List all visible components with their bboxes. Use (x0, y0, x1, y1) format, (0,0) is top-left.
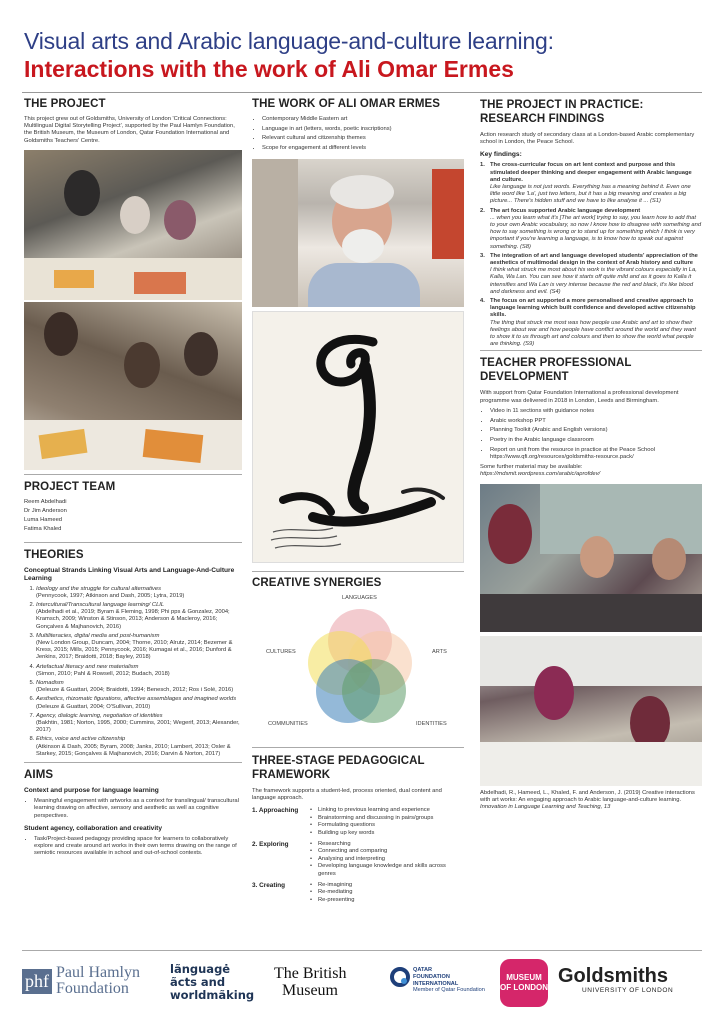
stage-item: • Linking to previous learning and experience (310, 807, 464, 815)
tpd-bullet: • Planning Toolkit (Arabic and English versions) (490, 427, 702, 434)
classroom-photo-1 (24, 150, 242, 300)
stage-item: • Researching (310, 841, 464, 849)
finding-number: 4. (480, 298, 485, 305)
project-heading: THE PROJECT (24, 98, 106, 110)
stage-item: • Re-mediating (310, 889, 464, 897)
stage-name: 1. Approaching (252, 807, 299, 815)
theory-refs: (Pennycook, 1997; Atkinson and Dash, 2005; Lytra, 2019) (36, 592, 185, 599)
team-heading: PROJECT TEAM (24, 480, 116, 493)
bm-line-1: The British (274, 965, 347, 982)
venn-label-languages: LANGUAGES (342, 594, 377, 601)
finding-title: The cross-curricular focus on art lent context and purpose and this stimulated deeper thinking and deeper engagement with Arabic language and culture. (490, 162, 692, 183)
divider (24, 762, 242, 763)
findings-intro: Action research study of secondary class at a London-based Arabic complementary school in London, the Peace School. (480, 132, 695, 146)
qfi-icon (390, 967, 410, 987)
finding-item (480, 253, 702, 296)
divider (480, 350, 702, 351)
column-left (24, 98, 242, 860)
work-heading: THE WORK OF ALI OMAR ERMES (252, 98, 441, 110)
column-right (480, 98, 702, 811)
aims-heading: AIMS (24, 769, 54, 782)
key-findings-label: Key findings: (480, 151, 522, 159)
project-text: This project grew out of Goldsmiths, University of London 'Critical Connections: Multilingual Digital Storytelling Project', supported by the Paul Hamlyn Foundation, the British Museum, the Museum of London, Qatar Foundation International and Goldsmiths Teachers' Centre. (24, 116, 235, 144)
qfi-logo (390, 967, 485, 994)
theory-title: Artefactual literacy and new materialism (36, 663, 139, 670)
venn-label-communities: COMMUNITIES (268, 720, 308, 727)
finding-item (480, 162, 702, 205)
theory-title: Ideology and the struggle for cultural alternatives (36, 585, 162, 592)
sponsor-logos (22, 950, 702, 1021)
law-line-3: worldmãking (170, 988, 255, 1002)
citation-text (480, 790, 702, 812)
divider (252, 571, 464, 572)
theory-item (36, 713, 242, 735)
theory-refs: (Simon, 2010; Pahl & Rowsell, 2012; Budach, 2018) (36, 670, 170, 677)
stage-item: • Connecting and comparing (310, 848, 464, 856)
stage-item: • Brainstorming and discussing in pairs/groups (310, 815, 464, 823)
theory-refs: (Abdelhadi et al., 2019; Byram & Fleming, 1998; Phi pps & Gonzalez, 2004; Kramsch, 2009; Winston & Stinson, 2013; Anderson & Macleroy, 2016; Gonçalves & Majhanovich, 2016) (36, 609, 230, 630)
theory-item (36, 680, 242, 694)
law-line-1: lãnguagė (170, 962, 231, 976)
mol-line-2: OF LONDON (500, 983, 548, 992)
phf-name-1: Paul Hamlyn (56, 964, 140, 981)
framework-stage (252, 882, 464, 905)
goldsmiths-logo (558, 965, 673, 994)
finding-quote: I think what struck me most about his work is the vibrant colours especially in La, Kalla, Wa Lan. You can see how it starts off quite mild and as it goes to Kalla it intensifies and Wa Lan is very intense because the red and black, it's like blood and darkness and evil. (S4) (490, 267, 697, 295)
finding-item (480, 298, 702, 348)
finding-quote: ... when you learn what it's [The art work] trying to say, you learn how to add that to your own Arabic vocabulary, so now I know how to disagree with something and how to say something is wrong or to stand up for something which I think is very important if you're learning a language, is to know how to speak out against something. (S8) (490, 214, 702, 250)
tpd-bullets (480, 408, 702, 461)
theory-item (36, 602, 242, 631)
citation-journal: Innovation in Language Learning and Teaching, 13 (480, 803, 611, 810)
stage-item: • Re-presenting (310, 897, 464, 905)
goldsmiths-sub: UNIVERSITY OF LONDON (582, 987, 674, 994)
finding-item (480, 208, 702, 251)
divider (24, 474, 242, 475)
framework-intro: The framework supports a student-led, process oriented, dual content and language approach. (252, 787, 442, 802)
finding-title: The art focus supported Arabic language development (490, 207, 641, 214)
theory-title: Nomadism (36, 680, 64, 687)
framework-stage (252, 807, 464, 837)
theory-title: Agency, dialogic learning, negotiation of identities (36, 712, 163, 719)
stage-item: • Analysing and interpreting (310, 856, 464, 864)
aims-sub2: Student agency, collaboration and creativity (24, 824, 163, 832)
divider (252, 747, 464, 748)
work-bullet: • Language in art (letters, words, poetic inscriptions) (262, 126, 464, 133)
finding-number: 2. (480, 207, 485, 214)
framework-heading: THREE-STAGE PEDAGOGICAL FRAMEWORK (252, 754, 425, 781)
law-line-2: ãcts and (170, 975, 226, 989)
phf-logo (22, 965, 140, 997)
finding-title: The focus on art supported a more personalised and creative approach to language learning which built confidence and developed active citizenship skills. (490, 298, 696, 319)
theories-list (24, 586, 242, 758)
venn-circle-identities (342, 659, 406, 723)
column-middle (252, 98, 464, 907)
team-member: Luma Hameed (24, 517, 63, 524)
stage-item: • Re-imagining (310, 882, 464, 890)
finding-quote: The thing that struck me most was how people use Arabic and art to show their feelings about war and how people have conflict around the world and they want to show it to us through art and colours and then to show the world what people are thinking. (S9) (490, 319, 696, 348)
workshop-photo-2 (480, 636, 702, 786)
theory-title: Intercultural/Transcultural language learning/ CLIL (36, 602, 165, 609)
tpd-intro: With support from Qatar Foundation International a professional development programme was delivered in 2018 in London, Leeds and Birmingham. (480, 390, 679, 404)
work-bullets (252, 116, 464, 152)
theory-title: Multiliteracies, digital media and post-humanism (36, 632, 160, 639)
team-member: Dr Jim Anderson (24, 508, 67, 515)
venn-diagram (252, 595, 464, 743)
aims-sub1: Context and purpose for language learning (24, 787, 159, 795)
aims-item: • Meaningful engagement with artworks as a context for translingual/ transcultural learning drawing on affective, sensory and aesthetic as well as cognitive perspectives. (34, 798, 242, 820)
british-museum-logo (274, 965, 346, 999)
goldsmiths-name: Goldsmiths (558, 965, 669, 987)
calligraphy-stroke (253, 312, 463, 562)
theory-refs: (New London Group, Duncam, 2004; Thorne, 2010; Alrutz, 2014; Bezemer & Kress, 2015; Mills, 2015; Pennycook, 2016; Kumagai et al., 2016; Dunford & Jenkins, 2017; Braidotti, 2018; Bayley, 2018) (36, 640, 233, 661)
workshop-photo-1 (480, 484, 702, 632)
work-bullet: • Contemporary Middle Eastern art (262, 116, 464, 123)
team-member: Reem Abdelhadi (24, 498, 67, 505)
work-bullet: • Scope for engagement at different levels (262, 145, 464, 152)
phf-mark: phf (22, 969, 52, 994)
qfi-line-3: INTERNATIONAL (413, 980, 459, 987)
theory-item (36, 586, 242, 600)
venn-circles (252, 595, 464, 743)
theory-item (36, 696, 242, 710)
calligraphy-artwork (252, 311, 464, 563)
finding-number: 1. (480, 162, 485, 169)
theories-heading: THEORIES (24, 548, 84, 561)
qfi-line-1: QATAR (413, 967, 433, 973)
theory-item (36, 664, 242, 678)
poster-title: Visual arts and Arabic language-and-culture learning: (24, 28, 554, 54)
law-logo (170, 963, 254, 1002)
finding-quote: Like language is not just words. Everything has a meaning behind it. Even one little word like 'La', just two letters, but it has a big meaning and creates a big picture... There's hidden stuff and we have to like analyse it ... (S1) (490, 184, 691, 205)
theory-title: Aesthetics, rhizomatic figurations, affective assemblages and imagined worlds (36, 696, 237, 703)
qfi-line-4: Member of Qatar Foundation (413, 987, 485, 994)
framework-stage (252, 841, 464, 879)
artist-portrait-photo (252, 159, 464, 307)
finding-title: The integration of art and language developed students' appreciation of the aesthetics of multimodal design in the context of Arab history and culture (490, 252, 698, 267)
work-bullet: • Relevant cultural and citizenship themes (262, 135, 464, 142)
qfi-line-2: FOUNDATION (413, 973, 450, 980)
theory-title: Ethics, voice and active citizenship (36, 736, 126, 743)
venn-label-arts: ARTS (432, 648, 447, 655)
stage-name: 2. Exploring (252, 840, 289, 848)
museum-of-london-logo (500, 959, 548, 1007)
stage-item: • Building up key words (310, 830, 464, 838)
venn-label-cultures: CULTURES (266, 648, 296, 655)
aims-item: • Task/Project-based pedagogy providing space for learners to collaboratively explore and create around art works in their own terms drawing on the range of semiotic resources available in school and out-of-school contexts. (34, 836, 242, 858)
classroom-photo-2 (24, 302, 242, 470)
findings-heading: THE PROJECT IN PRACTICE: RESEARCH FINDINGS (480, 99, 644, 125)
stage-item: • Developing language knowledge and skills across genres (310, 863, 464, 878)
theory-refs: (Deleuze & Guattari, 2004; Braidotti, 1994; Benesch, 2012; Ros i Solé, 2016) (36, 687, 234, 694)
header-divider (22, 92, 702, 93)
theories-subheading: Conceptual Strands Linking Visual Arts and Language-And-Culture Learning (24, 566, 235, 582)
tpd-heading: TEACHER PROFESSIONAL DEVELOPMENT (480, 357, 632, 384)
synergies-heading: CREATIVE SYNERGIES (252, 576, 382, 589)
phf-name-2: Foundation (56, 980, 129, 997)
theory-refs: (Bakhtin, 1981; Norton, 1995, 2000; Cummins, 2001; Wegerif, 2013; Alexander, 2017) (36, 720, 240, 734)
tpd-further: Some further material may be available: (480, 464, 583, 471)
theory-refs: (Atkinson & Dash, 2005; Byram, 2008; Janks, 2010; Lambert, 2013; Osler & Starkey, 2015; Gonçalves & Majhanovich, 2016; Darvin & Norton, 2017) (36, 743, 231, 757)
stage-item: • Formulating questions (310, 822, 464, 830)
tpd-link[interactable]: https://mdsmit.wordpress.com/arabic/aprofdev/ (480, 471, 601, 478)
finding-number: 3. (480, 252, 485, 259)
tpd-bullet: • Poetry in the Arabic language classroom (490, 437, 702, 444)
mol-line-1: MUSEUM (506, 973, 542, 982)
tpd-bullet: • Arabic workshop PPT (490, 418, 702, 425)
bm-line-2: Museum (282, 982, 338, 999)
tpd-bullet: • Report on unit from the resource in practice at the Peace School https://www.qfi.org/resources/goldsmiths-resource.pack/ (490, 447, 702, 461)
venn-label-identities: IDENTITIES (416, 720, 447, 727)
tpd-bullet: • Video in 11 sections with guidance notes (490, 408, 702, 415)
divider (24, 542, 242, 543)
theory-item (36, 736, 242, 758)
poster-subtitle: Interactions with the work of Ali Omar Ermes (24, 56, 514, 82)
theory-item (36, 633, 242, 662)
findings-list (480, 162, 702, 348)
theory-refs: (Deleuze & Guattari, 2004; O'Sullivan, 2010) (36, 703, 151, 710)
citation-body: Abdelhadi, R., Hameed, L., Khaled, F. and Anderson, J. (2019) Creative interactions with art works: An engaging approach to Arabic language-and-culture learning. (480, 789, 695, 803)
stage-name: 3. Creating (252, 881, 286, 889)
team-member: Fatima Khaled (24, 526, 62, 533)
